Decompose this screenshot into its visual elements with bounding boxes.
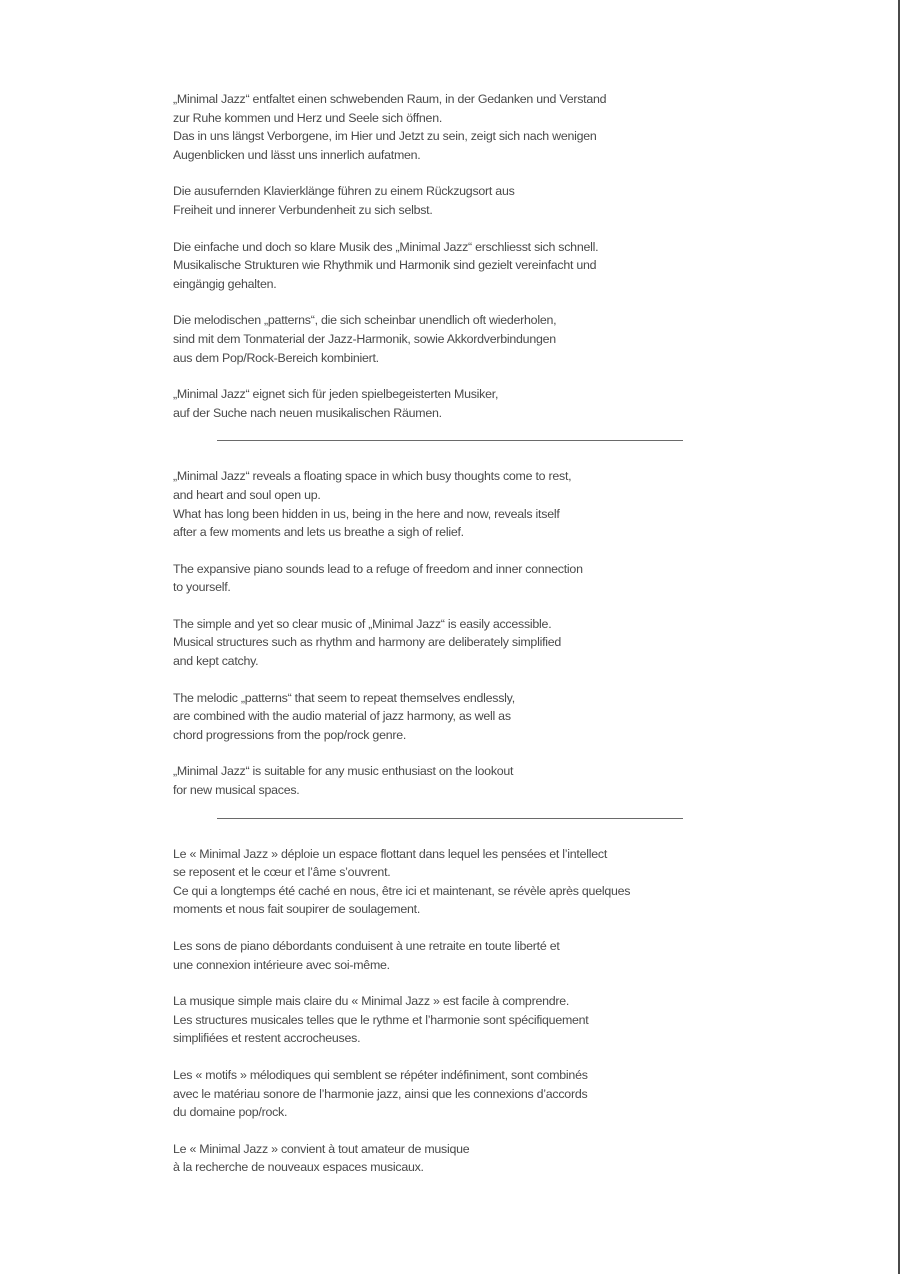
paragraph	[173, 90, 733, 164]
text-line: chord progressions from the pop/rock genre.	[173, 727, 407, 742]
section-en	[173, 467, 733, 799]
section-de	[173, 90, 733, 422]
paragraph	[173, 467, 733, 541]
text-line: auf der Suche nach neuen musikalischen Räumen.	[173, 405, 442, 420]
text-line: „Minimal Jazz“ eignet sich für jeden spielbegeisterten Musiker,	[173, 387, 499, 402]
text-line: Die einfache und doch so klare Musik des „Minimal Jazz“ erschliesst sich schnell.	[173, 239, 599, 254]
text-line: after a few moments and lets us breathe a sigh of relief.	[173, 525, 464, 540]
text-line: The melodic „patterns“ that seem to repeat themselves endlessly,	[173, 690, 515, 705]
text-line: eingängig gehalten.	[173, 276, 277, 291]
paragraph	[173, 689, 733, 745]
text-line: What has long been hidden in us, being in the here and now, reveals itself	[173, 506, 560, 521]
text-line: Le « Minimal Jazz » convient à tout amateur de musique	[173, 1141, 470, 1156]
text-line: avec le matériau sonore de l’harmonie jazz, ainsi que les connexions d’accords	[173, 1086, 588, 1101]
text-line: Musical structures such as rhythm and harmony are deliberately simplified	[173, 635, 562, 650]
text-line: Les sons de piano débordants conduisent à une retraite en toute liberté et	[173, 939, 560, 953]
text-line: The expansive piano sounds lead to a refuge of freedom and inner connection	[173, 561, 583, 576]
text-line: Freiheit und innerer Verbundenheit zu sich selbst.	[173, 202, 433, 217]
text-line: simplifiées et restent accrocheuses.	[173, 1031, 361, 1046]
text-line: une connexion intérieure avec soi-même.	[173, 957, 390, 972]
paragraph	[173, 1066, 733, 1122]
paragraph	[173, 937, 733, 974]
text-line: du domaine pop/rock.	[173, 1105, 288, 1120]
paragraph	[173, 992, 733, 1048]
text-line: and heart and soul open up.	[173, 487, 321, 502]
paragraph	[173, 385, 733, 422]
text-line: Musikalische Strukturen wie Rhythmik und Harmonik sind gezielt vereinfacht und	[173, 258, 597, 273]
text-line: à la recherche de nouveaux espaces musicaux.	[173, 1160, 424, 1175]
text-line: „Minimal Jazz“ entfaltet einen schwebenden Raum, in der Gedanken und Verstand	[173, 92, 607, 106]
text-line: Ce qui a longtemps été caché en nous, être ici et maintenant, se révèle après quelques	[173, 883, 631, 898]
text-line: Die melodischen „patterns“, die sich scheinbar unendlich oft wiederholen,	[173, 313, 557, 328]
paragraph	[173, 762, 733, 799]
paragraph	[173, 238, 733, 294]
paragraph	[173, 1140, 733, 1177]
text-line: The simple and yet so clear music of „Minimal Jazz“ is easily accessible.	[173, 616, 552, 631]
text-line: and kept catchy.	[173, 654, 259, 669]
text-line: Les « motifs » mélodiques qui semblent se répéter indéfiniment, sont combinés	[173, 1067, 588, 1082]
text-line: se reposent et le cœur et l’âme s’ouvrent.	[173, 865, 391, 880]
paragraph	[173, 560, 733, 597]
text-line: for new musical spaces.	[173, 783, 300, 798]
text-line: zur Ruhe kommen und Herz und Seele sich öffnen.	[173, 110, 443, 125]
text-line: moments et nous fait soupirer de soulagement.	[173, 902, 421, 917]
paragraph	[173, 182, 733, 219]
paragraph	[173, 615, 733, 671]
section-divider	[217, 818, 683, 819]
text-line: „Minimal Jazz“ is suitable for any music enthusiast on the lookout	[173, 764, 514, 779]
text-line: are combined with the audio material of jazz harmony, as well as	[173, 709, 511, 724]
text-line: sind mit dem Tonmaterial der Jazz-Harmonik, sowie Akkordverbindungen	[173, 331, 556, 346]
text-line: Le « Minimal Jazz » déploie un espace flottant dans lequel les pensées et l’intellect	[173, 846, 608, 861]
text-line: Die ausufernden Klavierklänge führen zu einem Rückzugsort aus	[173, 184, 515, 199]
text-line: to yourself.	[173, 580, 231, 595]
text-line: Augenblicken und lässt uns innerlich aufatmen.	[173, 147, 421, 162]
section-fr	[173, 845, 733, 1177]
text-line: Das in uns längst Verborgene, im Hier und Jetzt zu sein, zeigt sich nach wenigen	[173, 129, 597, 144]
section-divider	[217, 440, 683, 441]
paragraph	[173, 845, 733, 919]
text-line: Les structures musicales telles que le rythme et l’harmonie sont spécifiquement	[173, 1012, 589, 1027]
text-line: La musique simple mais claire du « Minimal Jazz » est facile à comprendre.	[173, 994, 570, 1009]
text-line: aus dem Pop/Rock-Bereich kombiniert.	[173, 350, 379, 365]
document-body	[173, 90, 733, 1195]
paragraph	[173, 311, 733, 367]
text-line: „Minimal Jazz“ reveals a floating space in which busy thoughts come to rest,	[173, 469, 572, 484]
